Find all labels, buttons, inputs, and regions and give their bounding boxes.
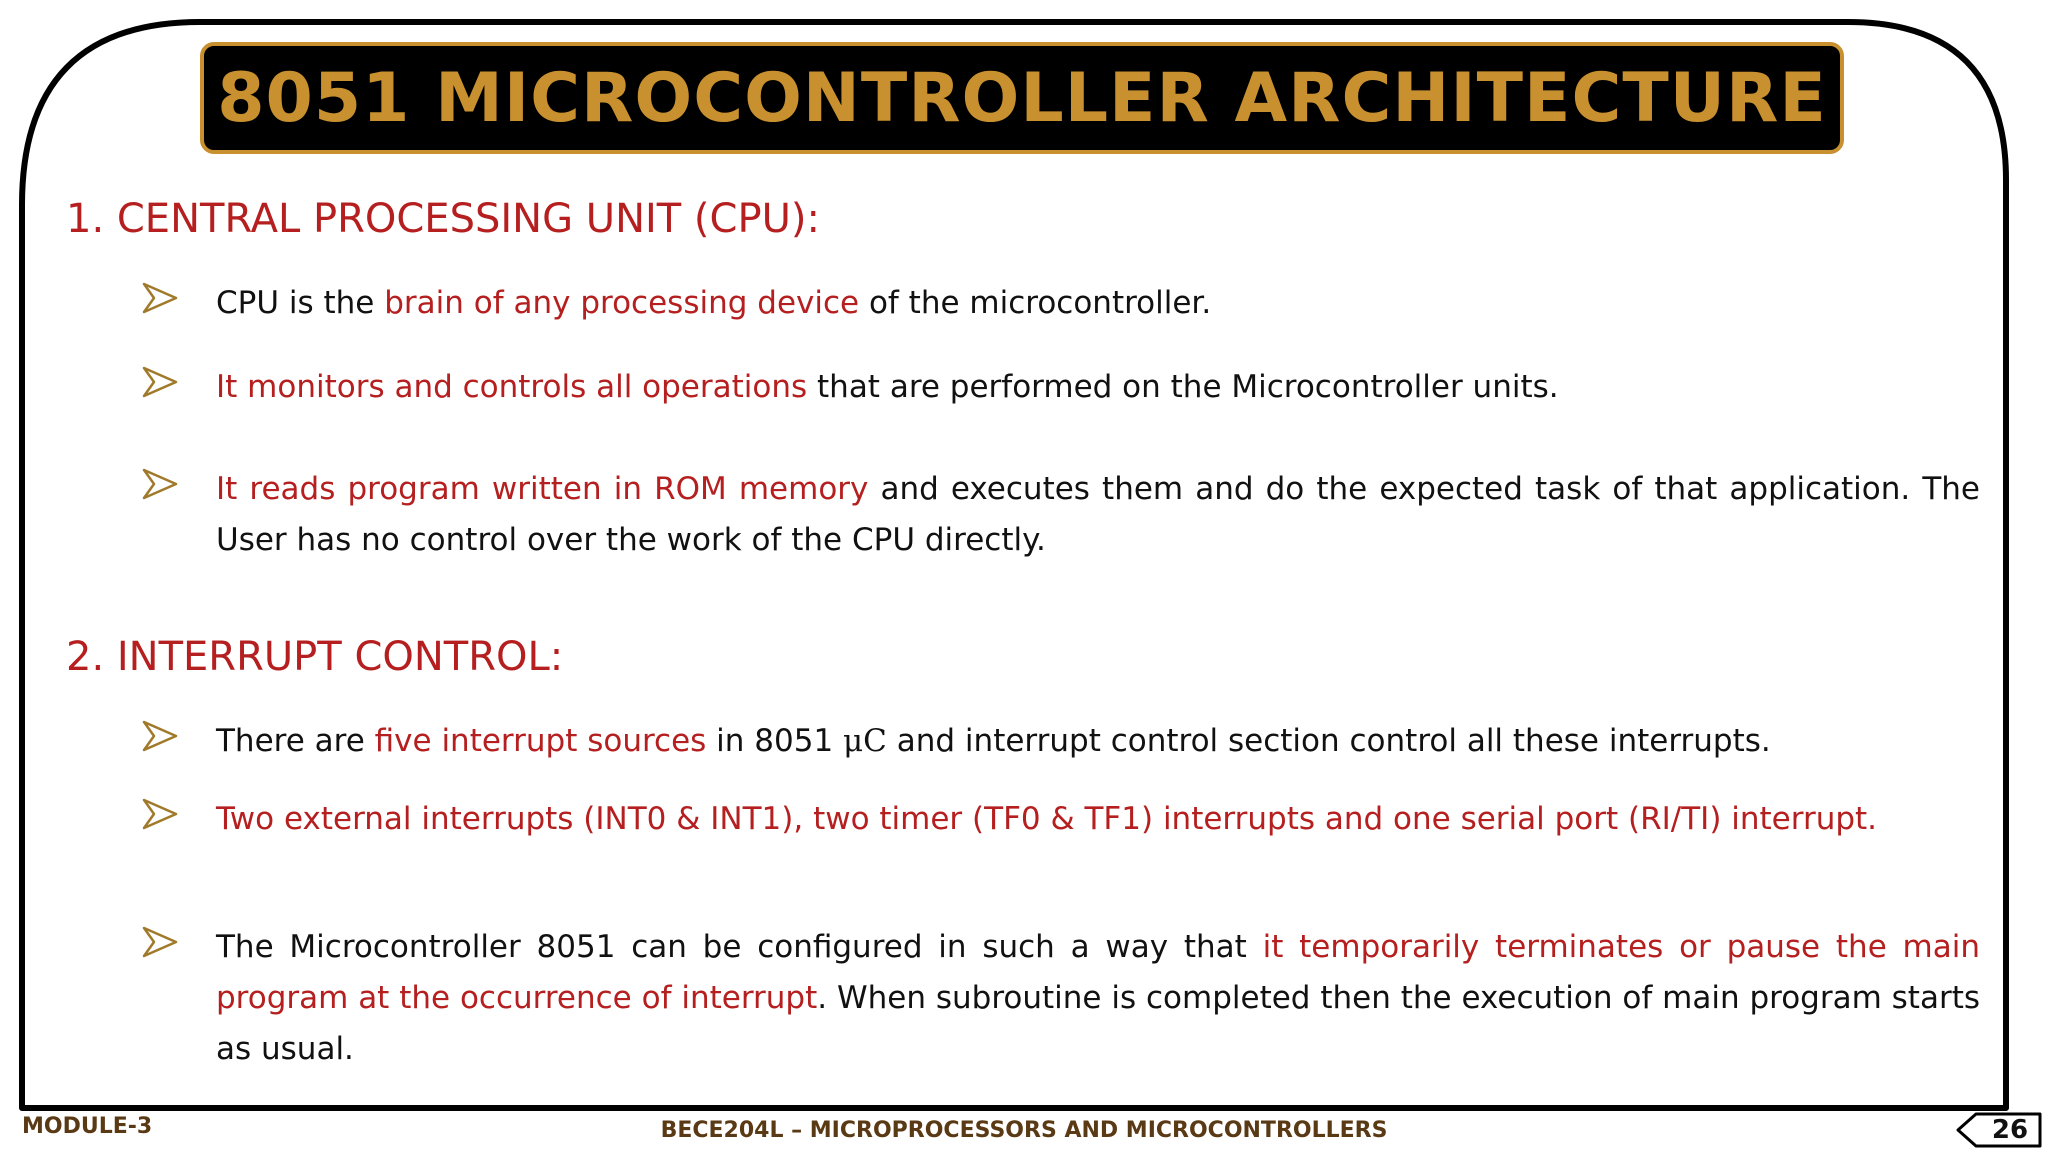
bullet-text-highlight: five interrupt sources [374,723,707,759]
bullet-interrupt-sources [216,716,1980,767]
bullet-text-segment: and executes them and do the expected task of that application. The User has no control over the work of the CPU directly. [216,471,1980,558]
arrow-bullet-icon [140,362,180,402]
arrow-bullet-icon [140,278,180,318]
arrow-bullet-icon [140,922,180,962]
arrow-bullet-icon [140,716,180,756]
page-number: 26 [1991,1115,2029,1145]
bullet-cpu-monitors [216,362,1980,413]
bullet-text-highlight: it temporarily terminates or pause the main program at the occurrence of interrupt [216,929,1980,1016]
micro-symbol: μC [843,723,887,759]
bullet-text-segment: that are performed on the Microcontroller units. [807,369,1559,405]
bullet-cpu-reads-program [216,464,1980,566]
bullet-text-highlight: brain of any processing device [384,285,860,321]
bullet-text-segment: . When subroutine is completed then the execution of main program starts as usual. [216,980,1980,1067]
bullet-interrupt-list [216,794,1980,845]
arrow-bullet-icon [140,794,180,834]
bullet-text-segment: The Microcontroller 8051 can be configured in such a way that [216,929,1263,965]
bullet-text-segment: in 8051 [706,723,844,759]
footer-course: BECE204L – MICROPROCESSORS AND MICROCONTROLLERS [660,1118,1388,1143]
bullet-text-highlight: It monitors and controls all operations [216,369,808,405]
footer-module: MODULE-3 [22,1114,153,1139]
bullet-text-highlight: It reads program written in ROM memory [216,471,869,507]
section-heading-cpu: 1. CENTRAL PROCESSING UNIT (CPU): [66,196,820,242]
bullet-text-segment: CPU is the [216,285,385,321]
page-title: 8051 MICROCONTROLLER ARCHITECTURE [217,58,1827,138]
section-heading-interrupt: 2. INTERRUPT CONTROL: [66,634,564,680]
bullet-text-segment: There are [216,723,375,759]
arrow-bullet-icon [140,464,180,504]
title-bar [200,42,1844,154]
bullet-cpu-brain [216,278,1980,329]
bullet-text-highlight: Two external interrupts (INT0 & INT1), two timer (TF0 & TF1) interrupts and one serial port (RI/TI) interrupt. [216,801,1878,837]
bullet-text-segment: of the microcontroller. [859,285,1212,321]
bullet-text-segment: and interrupt control section control all these interrupts. [886,723,1771,759]
bullet-interrupt-configured [216,922,1980,1075]
